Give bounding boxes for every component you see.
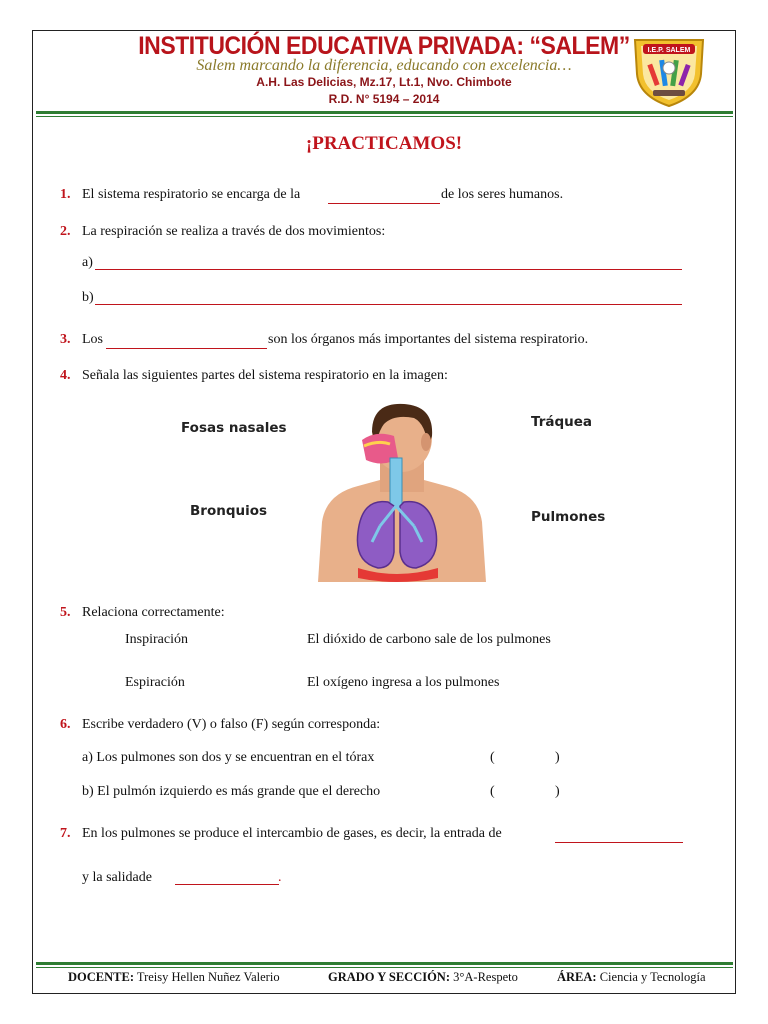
q4-text: Señala las siguientes partes del sistema respiratorio en la imagen:	[82, 368, 448, 383]
q5-text: Relaciona correctamente:	[82, 605, 225, 620]
q6-number: 6.	[60, 717, 71, 732]
q2-text: La respiración se realiza a través de dos movimientos:	[82, 224, 386, 239]
q6-b-paren-close: )	[555, 784, 560, 799]
q7-text: En los pulmones se produce el intercambio de gases, es decir, la entrada de	[82, 826, 502, 841]
q6-text: Escribe verdadero (V) o falso (F) según corresponda:	[82, 717, 381, 732]
q5-number: 5.	[60, 605, 71, 620]
label-pulmones: Pulmones	[531, 509, 606, 525]
q6-b-paren-open[interactable]: (	[490, 784, 495, 799]
footer-area	[557, 970, 706, 985]
page-heading: ¡PRACTICAMOS!	[305, 133, 463, 154]
footer-grado-value: 3°A-Respeto	[453, 970, 518, 984]
header-rule	[36, 111, 733, 114]
q1-text-before: El sistema respiratorio se encarga de la	[82, 187, 301, 202]
footer-docente	[68, 970, 280, 985]
footer-docente-label: DOCENTE:	[68, 970, 134, 984]
label-bronquios: Bronquios	[190, 503, 268, 519]
q7-number: 7.	[60, 826, 71, 841]
q2-a-label: a)	[82, 255, 93, 270]
footer-area-label: ÁREA:	[557, 970, 597, 984]
q7-line2: y la salidade	[82, 870, 152, 885]
footer-grado	[328, 970, 518, 985]
q5-left-1: Inspiración	[125, 632, 188, 647]
q2-b-label: b)	[82, 290, 94, 305]
school-logo	[629, 34, 709, 108]
q2-b-answer-line[interactable]	[95, 304, 682, 305]
q5-right-1: El dióxido de carbono sale de los pulmones	[307, 632, 551, 647]
footer-rule-thin	[36, 967, 733, 968]
q7-salida-line[interactable]	[175, 884, 279, 885]
q6-a-paren-close: )	[555, 750, 560, 765]
svg-text:I.E.P. SALEM: I.E.P. SALEM	[647, 47, 691, 54]
q6-a-text: a) Los pulmones son dos y se encuentran en el tórax	[82, 750, 375, 765]
label-fosas-nasales: Fosas nasales	[181, 420, 287, 436]
respiratory-system-illustration	[318, 402, 486, 582]
school-motto: Salem marcando la diferencia, educando con excelencia…	[196, 57, 572, 74]
footer-rule	[36, 962, 733, 965]
q6-a-paren-open[interactable]: (	[490, 750, 495, 765]
school-resolution: R.D. N° 5194 – 2014	[328, 92, 440, 106]
q7-entrada-line[interactable]	[555, 842, 683, 843]
q4-number: 4.	[60, 368, 71, 383]
q2-a-answer-line[interactable]	[95, 269, 682, 270]
footer-area-value: Ciencia y Tecnología	[599, 970, 706, 984]
q3-text-after: son los órganos más importantes del sistema respiratorio.	[268, 332, 589, 347]
footer-docente-value: Treisy Hellen Nuñez Valerio	[136, 970, 280, 984]
q3-number: 3.	[60, 332, 71, 347]
header-rule-thin	[36, 116, 733, 117]
label-traquea: Tráquea	[531, 414, 593, 430]
q1-answer-line[interactable]	[328, 203, 440, 204]
q6-b-text: b) El pulmón izquierdo es más grande que el derecho	[82, 784, 381, 799]
school-address: A.H. Las Delicias, Mz.17, Lt.1, Nvo. Chimbote	[256, 75, 512, 89]
q5-left-2: Espiración	[125, 675, 185, 690]
school-title: INSTITUCIÓN EDUCATIVA PRIVADA: “SALEM”	[138, 32, 630, 60]
q7-end: .	[278, 870, 282, 885]
q5-right-2: El oxígeno ingresa a los pulmones	[307, 675, 500, 690]
q2-number: 2.	[60, 224, 71, 239]
q1-number: 1.	[60, 187, 71, 202]
q1-text-after: de los seres humanos.	[441, 187, 564, 202]
q3-text-before: Los	[82, 332, 103, 347]
q3-answer-line[interactable]	[106, 348, 267, 349]
footer-grado-label: GRADO Y SECCIÓN:	[328, 970, 450, 984]
